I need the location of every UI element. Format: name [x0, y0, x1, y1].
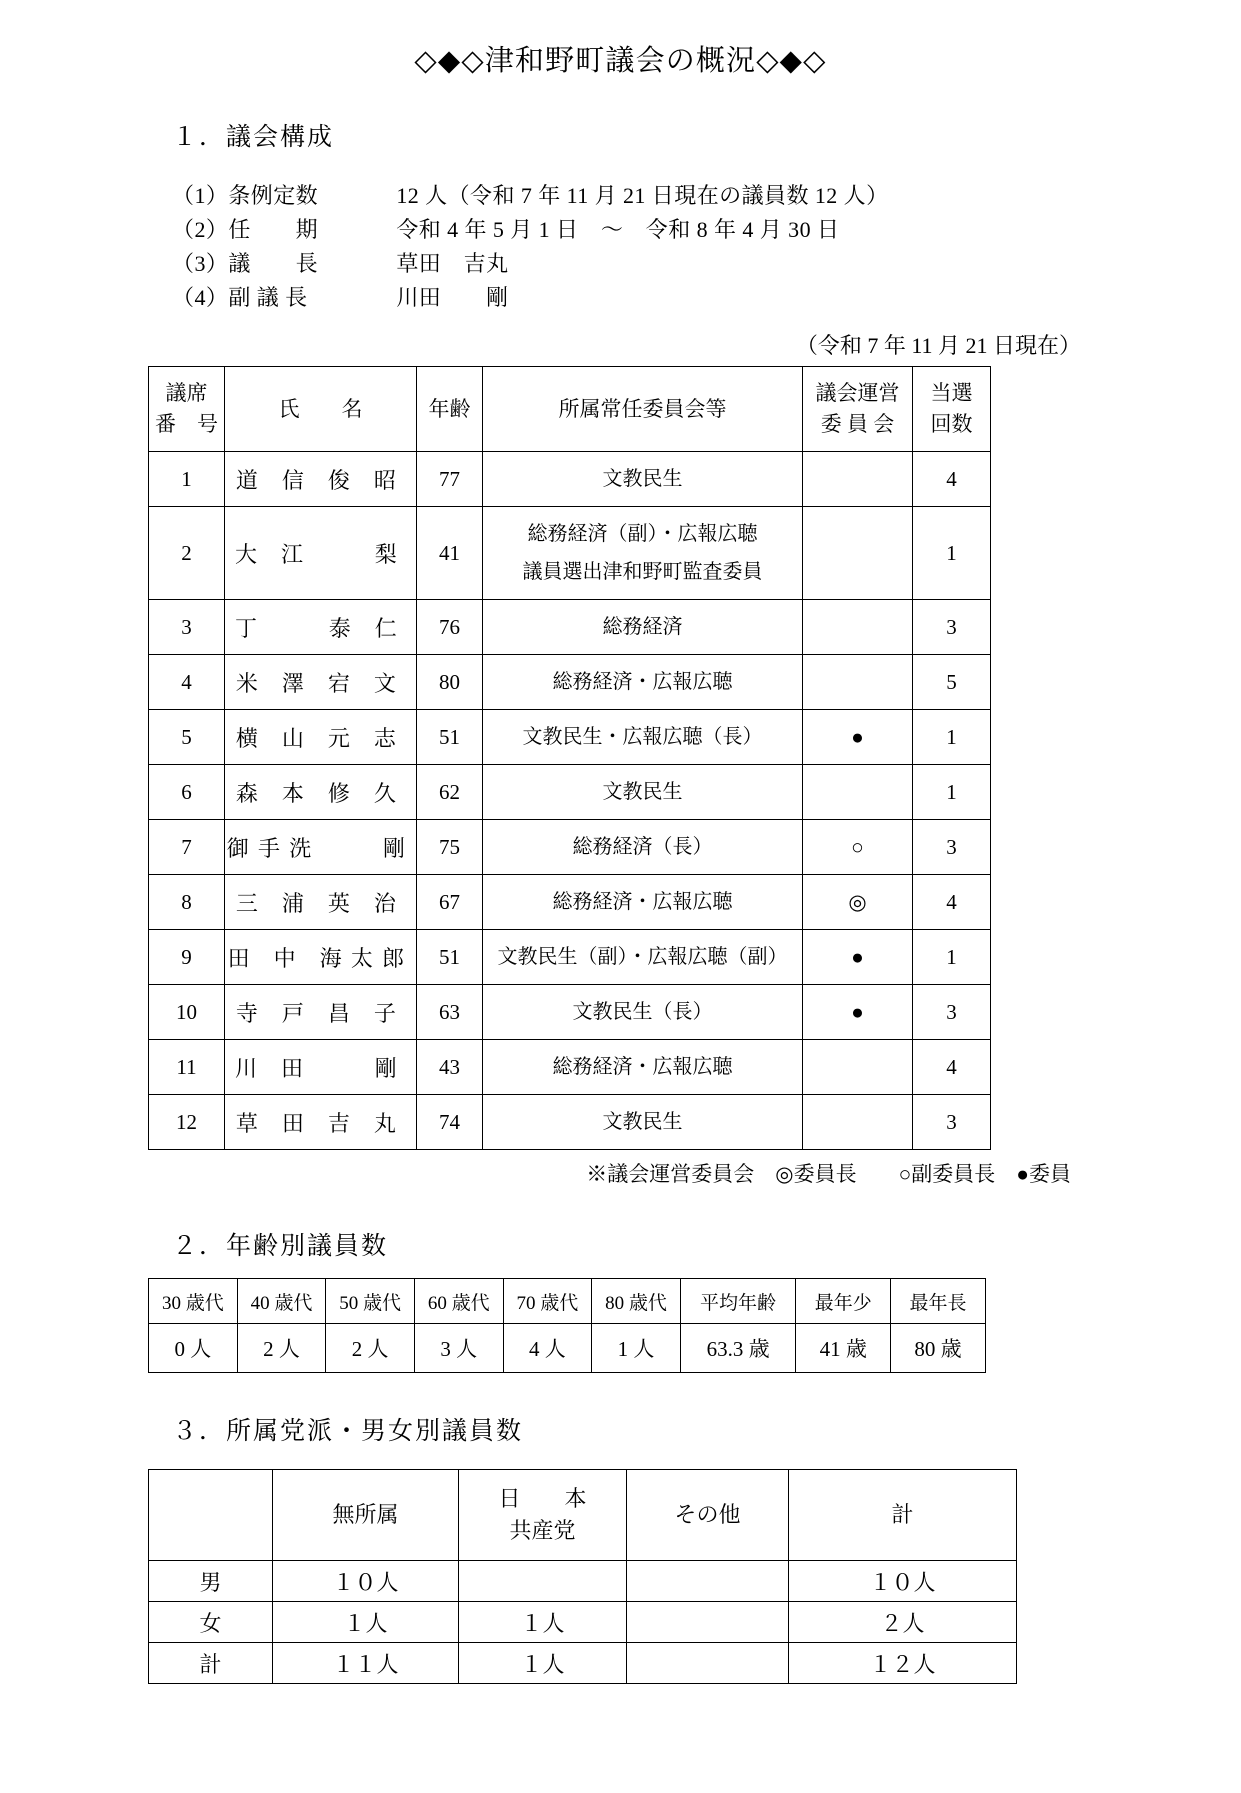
cell-age: 67: [417, 875, 483, 930]
party-table-head: [149, 1470, 1017, 1561]
header-committee: 所属常任委員会等: [483, 367, 803, 452]
cell-steering-mark: [803, 507, 913, 600]
age-value-youngest: 41 歳: [796, 1324, 891, 1373]
item-number: （4）: [172, 285, 229, 311]
cell-seat: 7: [149, 820, 225, 875]
age-header-cell: 30 歳代: [149, 1279, 238, 1324]
party-header-row: [149, 1470, 1017, 1561]
header-age: 年齢: [417, 367, 483, 452]
cell-terms: 5: [913, 655, 991, 710]
cell-committee: 文教民生（副）・広報広聴（副）: [483, 930, 803, 985]
cell-age: 76: [417, 600, 483, 655]
item-number: （2）: [172, 217, 229, 243]
cell-age: 41: [417, 507, 483, 600]
age-value-oldest: 80 歳: [891, 1324, 986, 1373]
party-header-other: その他: [627, 1470, 789, 1561]
cell-committee: 文教民生・広報広聴（長）: [483, 710, 803, 765]
cell-name: 御手洗 剛: [225, 820, 417, 875]
party-gender-table: [148, 1469, 1017, 1684]
header-terms: [913, 367, 991, 452]
header-steering-line1: 議会運営: [815, 380, 900, 405]
cell-name: 川 田 剛: [225, 1040, 417, 1095]
table-row: [149, 1643, 1017, 1684]
item-value: 川田 剛: [396, 285, 509, 311]
table-row: [149, 875, 991, 930]
item-label: 条例定数: [228, 183, 319, 208]
cell-age: 43: [417, 1040, 483, 1095]
age-header-cell: 50 歳代: [326, 1279, 415, 1324]
age-header-youngest: 最年少: [796, 1279, 891, 1324]
cell-committee: [483, 507, 803, 600]
cell-steering-mark: [803, 1095, 913, 1150]
age-value-cell: 2 人: [237, 1324, 326, 1373]
section-1-heading: １．議会構成: [172, 124, 335, 151]
as-of-date-note: （令和 7 年 11 月 21 日現在）: [795, 333, 1081, 359]
age-header-cell: 60 歳代: [414, 1279, 503, 1324]
cell-terms: 3: [913, 1095, 991, 1150]
party-cell-other: [627, 1561, 789, 1602]
table-header-row: [149, 367, 991, 452]
table-row: [149, 600, 991, 655]
table-row: [149, 820, 991, 875]
council-composition-list: [172, 179, 1241, 315]
age-value-cell: 4 人: [503, 1324, 592, 1373]
cell-name: 横 山 元 志: [225, 710, 417, 765]
cell-age: 51: [417, 930, 483, 985]
cell-steering-mark: [803, 600, 913, 655]
cell-steering-mark: [803, 452, 913, 507]
cell-terms: 1: [913, 765, 991, 820]
cell-name: 田 中 海太郎: [225, 930, 417, 985]
item-value: 草田 吉丸: [396, 251, 509, 277]
party-header-communist-line1: 日 本: [498, 1486, 598, 1512]
header-steering-line2: 委 員 会: [820, 412, 895, 437]
cell-name: 大 江 梨: [225, 507, 417, 600]
cell-seat: 12: [149, 1095, 225, 1150]
header-steering-committee: [803, 367, 913, 452]
cell-terms: 1: [913, 710, 991, 765]
party-cell-other: [627, 1602, 789, 1643]
age-header-cell: 40 歳代: [237, 1279, 326, 1324]
cell-seat: 1: [149, 452, 225, 507]
table-row: [149, 985, 991, 1040]
cell-seat: 3: [149, 600, 225, 655]
cell-age: 63: [417, 985, 483, 1040]
cell-steering-mark: ●: [803, 930, 913, 985]
header-name: 氏 名: [225, 367, 417, 452]
age-header-average: 平均年齢: [680, 1279, 795, 1324]
cell-age: 80: [417, 655, 483, 710]
cell-seat: 5: [149, 710, 225, 765]
cell-seat: 2: [149, 507, 225, 600]
age-header-row: [149, 1279, 986, 1324]
header-terms-line2: 回数: [930, 412, 973, 437]
party-row-label-female: 女: [149, 1602, 273, 1643]
table-row: [149, 930, 991, 985]
cell-steering-mark: ●: [803, 985, 913, 1040]
header-seat-line2: 番 号: [155, 412, 218, 437]
cell-seat: 4: [149, 655, 225, 710]
item-number: （3）: [172, 251, 229, 277]
age-value-cell: 1 人: [592, 1324, 681, 1373]
party-header-independent: 無所属: [273, 1470, 459, 1561]
committee-line-1: 総務経済（副）・広報広聴: [527, 523, 758, 546]
cell-seat: 9: [149, 930, 225, 985]
cell-terms: 3: [913, 985, 991, 1040]
cell-steering-mark: ◎: [803, 875, 913, 930]
cell-terms: 1: [913, 507, 991, 600]
cell-terms: 4: [913, 452, 991, 507]
committee-line-2: 議員選出津和野町監査委員: [522, 561, 763, 584]
cell-steering-mark: ○: [803, 820, 913, 875]
cell-age: 74: [417, 1095, 483, 1150]
header-terms-line1: 当選: [930, 380, 973, 405]
party-cell-communist: １人: [459, 1602, 627, 1643]
section-2-heading: ２．年齢別議員数: [172, 1233, 389, 1261]
table-row: [149, 1095, 991, 1150]
cell-seat: 11: [149, 1040, 225, 1095]
cell-terms: 4: [913, 1040, 991, 1095]
cell-committee: 文教民生: [483, 452, 803, 507]
item-label: 任 期: [228, 217, 319, 243]
party-cell-independent: １１人: [273, 1643, 459, 1684]
cell-name: 寺 戸 昌 子: [225, 985, 417, 1040]
item-label: 副 議 長: [228, 285, 308, 311]
cell-committee: 総務経済（長）: [483, 820, 803, 875]
age-value-cell: 2 人: [326, 1324, 415, 1373]
age-table-body: [149, 1279, 986, 1373]
cell-committee: 総務経済・広報広聴: [483, 875, 803, 930]
cell-committee: 文教民生（長）: [483, 985, 803, 1040]
composition-item-chairman: [172, 247, 1241, 281]
age-value-cell: 3 人: [414, 1324, 503, 1373]
composition-item-vice-chairman: [172, 281, 1241, 315]
party-header-total: 計: [789, 1470, 1017, 1561]
item-value: 令和 4 年 5 月 1 日 ～ 令和 8 年 4 月 30 日: [396, 217, 840, 243]
page-title: ◇◆◇津和野町議会の概況◇◆◇: [414, 45, 827, 77]
cell-committee: 総務経済・広報広聴: [483, 1040, 803, 1095]
party-cell-independent: １人: [273, 1602, 459, 1643]
age-value-cell: 0 人: [149, 1324, 238, 1373]
party-cell-total: １０人: [789, 1561, 1017, 1602]
cell-seat: 10: [149, 985, 225, 1040]
party-table-body: [149, 1561, 1017, 1684]
age-value-average: 63.3 歳: [680, 1324, 795, 1373]
cell-age: 62: [417, 765, 483, 820]
table-row: [149, 655, 991, 710]
cell-name: 米 澤 宕 文: [225, 655, 417, 710]
cell-seat: 6: [149, 765, 225, 820]
party-cell-total: ２人: [789, 1602, 1017, 1643]
age-header-cell: 80 歳代: [592, 1279, 681, 1324]
item-number: （1）: [172, 183, 229, 208]
cell-terms: 3: [913, 600, 991, 655]
party-cell-communist: １人: [459, 1643, 627, 1684]
header-seat-number: [149, 367, 225, 452]
cell-committee: 文教民生: [483, 1095, 803, 1150]
cell-terms: 1: [913, 930, 991, 985]
cell-committee: 総務経済: [483, 600, 803, 655]
party-header-communist-line2: 共産党: [509, 1518, 576, 1544]
cell-name: 丁 泰 仁: [225, 600, 417, 655]
table-row: [149, 1602, 1017, 1643]
cell-age: 77: [417, 452, 483, 507]
members-table-head: [149, 367, 991, 452]
cell-age: 75: [417, 820, 483, 875]
party-cell-other: [627, 1643, 789, 1684]
cell-steering-mark: [803, 655, 913, 710]
header-seat-line1: 議席: [165, 380, 208, 405]
document-page: [0, 38, 1241, 1793]
cell-committee: 総務経済・広報広聴: [483, 655, 803, 710]
age-header-cell: 70 歳代: [503, 1279, 592, 1324]
item-value: 12 人（令和 7 年 11 月 21 日現在の議員数 12 人）: [396, 183, 889, 208]
cell-steering-mark: [803, 765, 913, 820]
party-cell-communist: [459, 1561, 627, 1602]
cell-name: 森 本 修 久: [225, 765, 417, 820]
table-row: [149, 507, 991, 600]
members-table: [148, 366, 991, 1150]
composition-item-quota: [172, 179, 1241, 213]
cell-name: 草 田 吉 丸: [225, 1095, 417, 1150]
cell-terms: 3: [913, 820, 991, 875]
cell-seat: 8: [149, 875, 225, 930]
age-value-row: [149, 1324, 986, 1373]
cell-terms: 4: [913, 875, 991, 930]
section-3-heading: ３．所属党派・男女別議員数: [172, 1418, 524, 1446]
cell-name: 三 浦 英 治: [225, 875, 417, 930]
party-header-communist: [459, 1470, 627, 1561]
age-header-oldest: 最年長: [891, 1279, 986, 1324]
party-row-label-male: 男: [149, 1561, 273, 1602]
age-distribution-table: [148, 1278, 986, 1373]
cell-name: 道 信 俊 昭: [225, 452, 417, 507]
party-cell-total: １２人: [789, 1643, 1017, 1684]
party-header-corner: [149, 1470, 273, 1561]
party-row-label-total: 計: [149, 1643, 273, 1684]
party-cell-independent: １０人: [273, 1561, 459, 1602]
table-row: [149, 452, 991, 507]
table-row: [149, 765, 991, 820]
cell-age: 51: [417, 710, 483, 765]
cell-committee: 文教民生: [483, 765, 803, 820]
composition-item-term: [172, 213, 1241, 247]
table-row: [149, 1561, 1017, 1602]
cell-steering-mark: [803, 1040, 913, 1095]
table-row: [149, 710, 991, 765]
item-label: 議 長: [228, 251, 319, 277]
members-table-body: [149, 452, 991, 1150]
table-row: [149, 1040, 991, 1095]
steering-committee-legend: ※議会運営委員会 ◎委員長 ○副委員長 ●委員: [586, 1162, 1071, 1187]
cell-steering-mark: ●: [803, 710, 913, 765]
